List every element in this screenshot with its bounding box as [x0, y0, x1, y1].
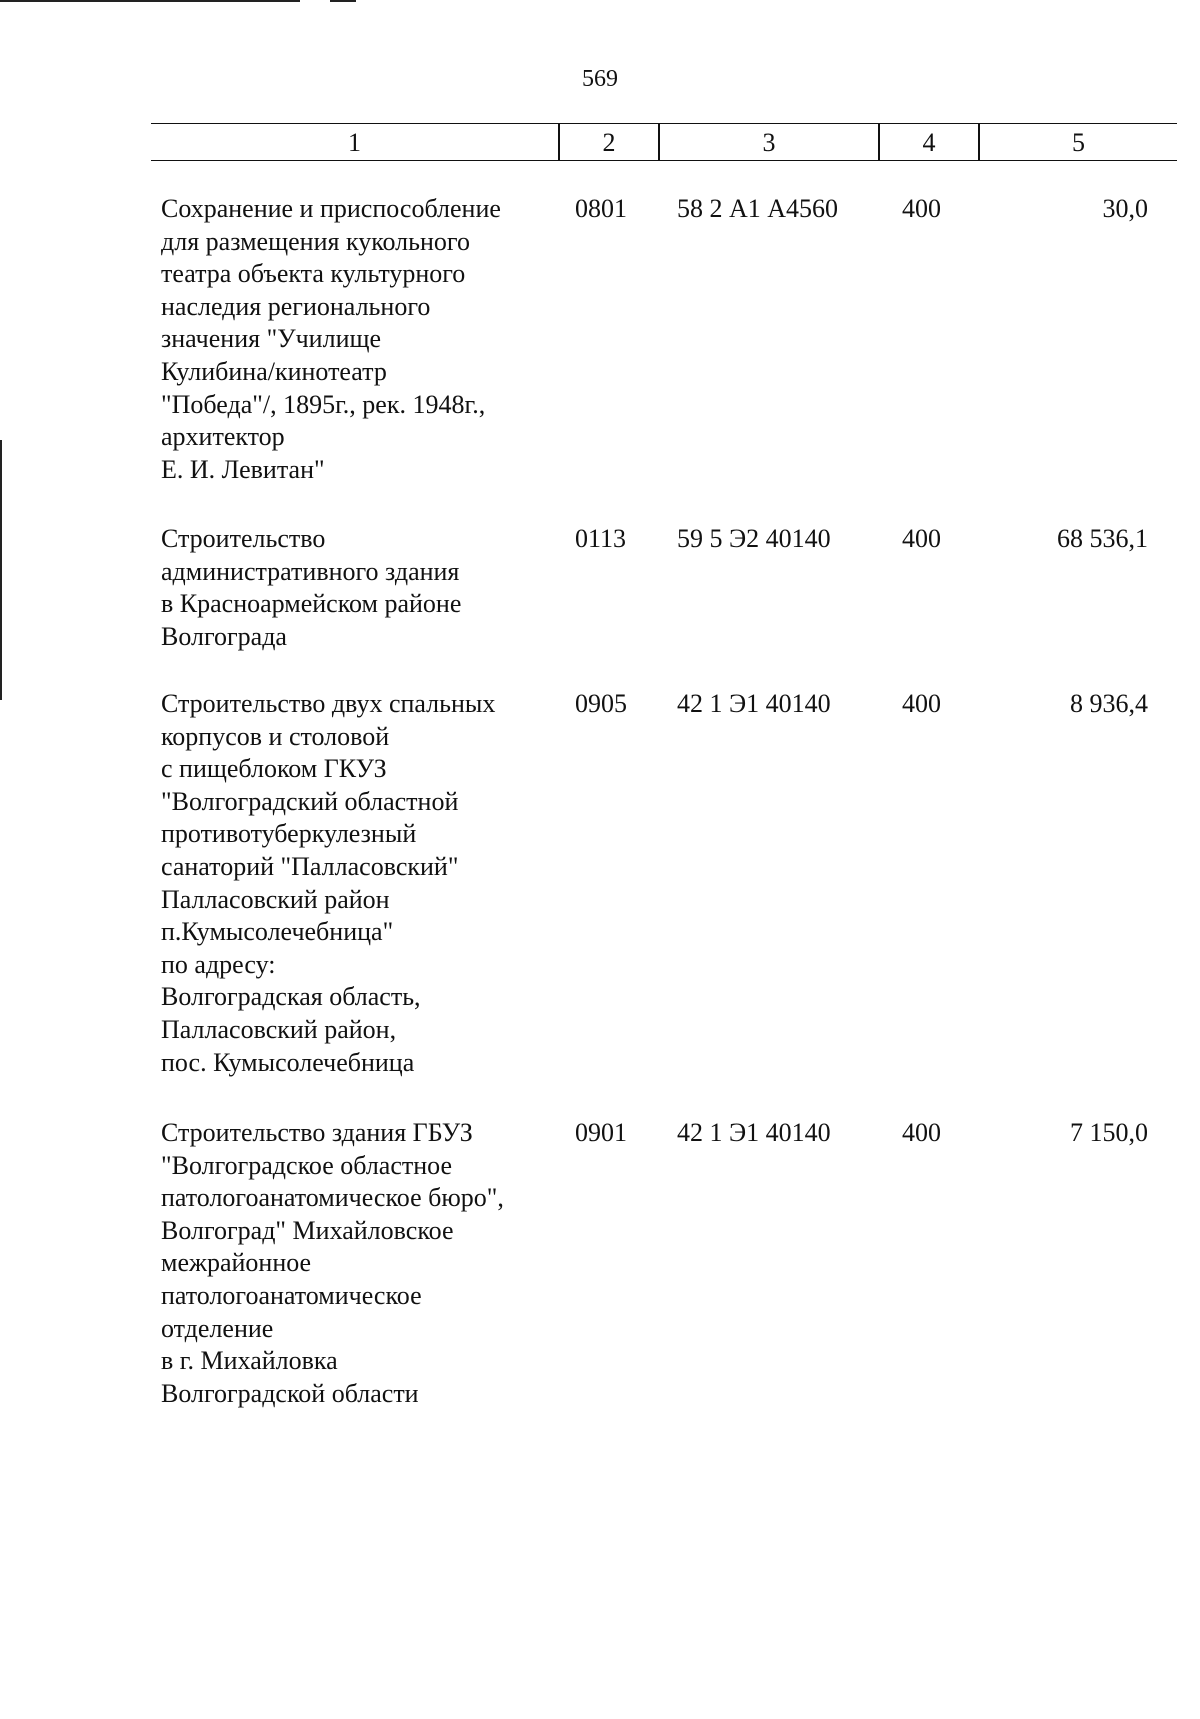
amount: 7 150,0: [1070, 1118, 1148, 1147]
target-article-code: 42 1 Э1 40140: [677, 1118, 831, 1147]
target-article-code: 42 1 Э1 40140: [677, 689, 831, 718]
object-name: Сохранение и приспособление для размещения кукольного театра объекта культурного наследия регионального значения "Училище Кулибина/кинотеатр "Победа"/, 1895г., рек. 1948г., архитектор Е. И. Левитан": [161, 194, 501, 484]
expense-type: 400: [902, 1118, 941, 1147]
section-code: 0801: [575, 194, 627, 223]
scan-edge-mark-top-short: [330, 0, 356, 2]
expense-type: 400: [902, 524, 941, 553]
amount: 68 536,1: [1057, 524, 1148, 553]
section-code: 0905: [575, 689, 627, 718]
table-header: [151, 123, 1177, 161]
expense-type: 400: [902, 689, 941, 718]
amount: 30,0: [1102, 194, 1148, 223]
section-code: 0113: [575, 524, 627, 553]
scan-edge-mark-left: [0, 440, 2, 700]
scan-edge-mark-top: [0, 0, 300, 2]
header-col-1: 1: [348, 128, 361, 157]
header-col-2: 2: [602, 128, 616, 157]
expense-type: 400: [902, 194, 941, 223]
amount: 8 936,4: [1070, 689, 1148, 718]
target-article-code: 58 2 А1 А4560: [677, 194, 839, 223]
target-article-code: 59 5 Э2 40140: [677, 524, 831, 553]
object-name: Строительство административного здания в Красноармейском районе Волгограда: [161, 524, 462, 651]
header-col-5: 5: [1072, 128, 1085, 157]
section-code: 0901: [575, 1118, 627, 1147]
page-number: 569: [582, 66, 618, 92]
object-name: Строительство двух спальных корпусов и столовой с пищеблоком ГКУЗ "Волгоградский областной противотуберкулезный санаторий "Палласовский" Палласовский район п.Кумысолечебница" по адресу: Волгоградская область, Палласовский район, пос. Кумысолечебница: [161, 689, 496, 1077]
header-col-3: 3: [762, 128, 776, 157]
header-col-4: 4: [922, 128, 936, 157]
object-name: Строительство здания ГБУЗ "Волгоградское областное патологоанатомическое бюро", Волгоград" Михайловское межрайонное патологоанатомическое отделение в г. Михайловка Волгоградской области: [161, 1118, 504, 1408]
